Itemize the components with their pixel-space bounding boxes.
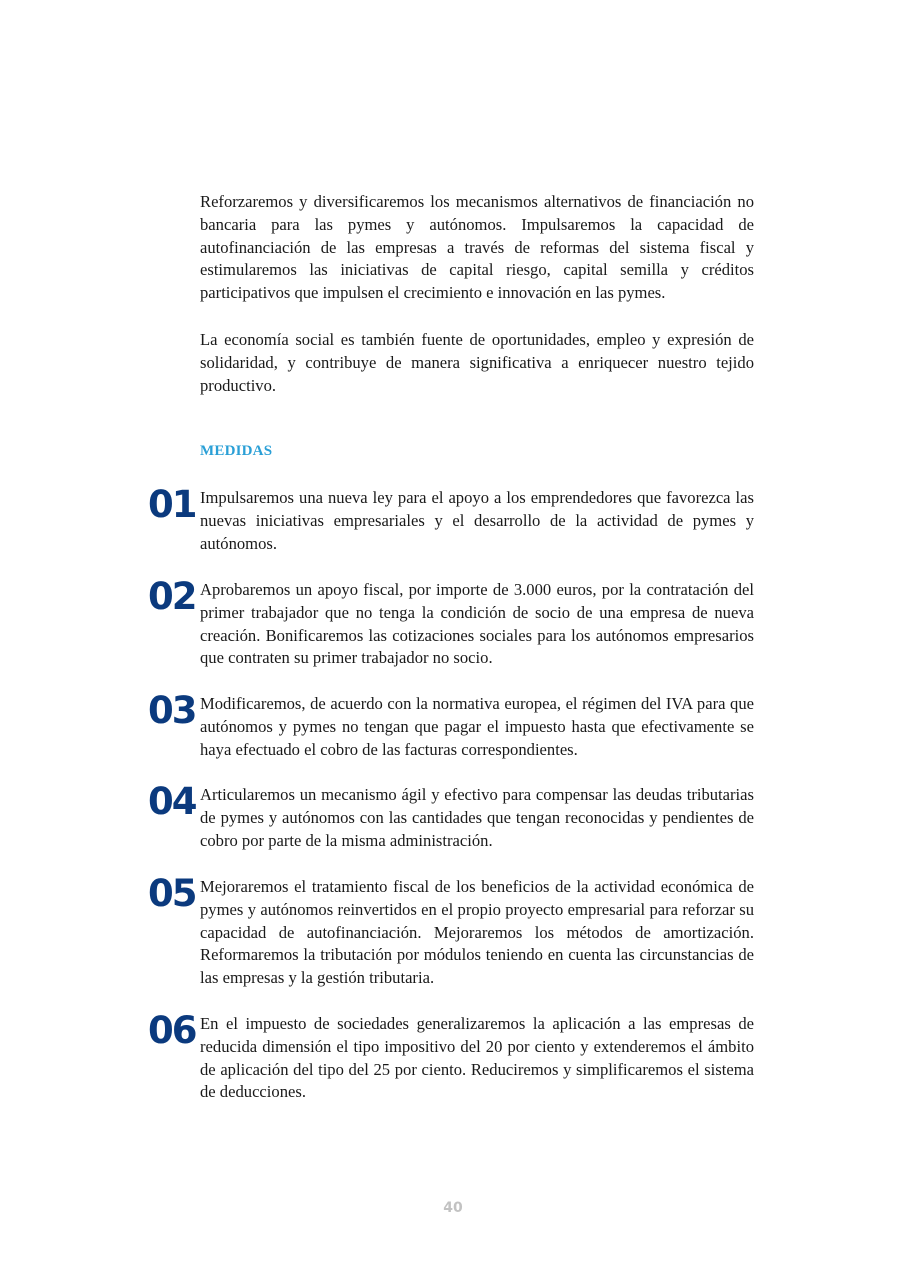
measure-number: 01	[148, 483, 196, 526]
measure-text: En el impuesto de sociedades generalizaremos la aplicación a las empresas de reducida dimensión el tipo impositivo del 20 por ciento y extenderemos el ámbito de aplicación del tipo del 25 por ciento. Reduciremos y simplificaremos el sistema de deducciones.	[200, 1014, 754, 1102]
measure-number: 03	[148, 689, 196, 732]
intro-paragraph-financing: Reforzaremos y diversificaremos los mecanismos alternativos de financiación no bancaria para las pymes y autónomos. Impulsaremos la capacidad de autofinanciación de las empresas a través de reformas del sistema fiscal y estimularemos las iniciativas de capital riesgo, capital semilla y créditos participativos que impulsen el crecimiento e innovación en las pymes.	[200, 192, 754, 303]
measure-text: Articularemos un mecanismo ágil y efectivo para compensar las deudas tributarias de pymes y autónomos con las cantidades que tengan reconocidas y pendientes de cobro por parte de la misma administración.	[200, 785, 754, 850]
section-heading-medidas: MEDIDAS	[200, 443, 273, 459]
measure-text: Aprobaremos un apoyo fiscal, por importe de 3.000 euros, por la contratación del primer trabajador que no tenga la condición de socio de una empresa de nueva creación. Bonificaremos las cotizaciones sociales para los autónomos empresarios que contraten su primer trabajador no socio.	[200, 580, 754, 668]
measure-number: 04	[148, 780, 196, 823]
measure-text: Mejoraremos el tratamiento fiscal de los beneficios de la actividad económica de pymes y autónomos reinvertidos en el propio proyecto empresarial para reforzar su capacidad de autofinanciación. Mejoraremos los métodos de amortización. Reformaremos la tributación por módulos teniendo en cuenta las circunstancias de las empresas y la gestión tributaria.	[200, 877, 754, 988]
measure-number: 05	[148, 872, 196, 915]
measure-text: Impulsaremos una nueva ley para el apoyo a los emprendedores que favorezca las nuevas iniciativas empresariales y el desarrollo de la actividad de pymes y autónomos.	[200, 488, 754, 553]
measure-number: 06	[148, 1009, 196, 1052]
measure-number: 02	[148, 575, 196, 618]
measure-text: Modificaremos, de acuerdo con la normativa europea, el régimen del IVA para que autónomos y pymes no tengan que pagar el impuesto hasta que efectivamente se haya efectuado el cobro de las facturas correspondientes.	[200, 694, 754, 759]
page-number: 40	[443, 1200, 463, 1216]
intro-paragraph-social-economy: La economía social es también fuente de oportunidades, empleo y expresión de solidaridad, y contribuye de manera significativa a enriquecer nuestro tejido productivo.	[200, 330, 754, 395]
